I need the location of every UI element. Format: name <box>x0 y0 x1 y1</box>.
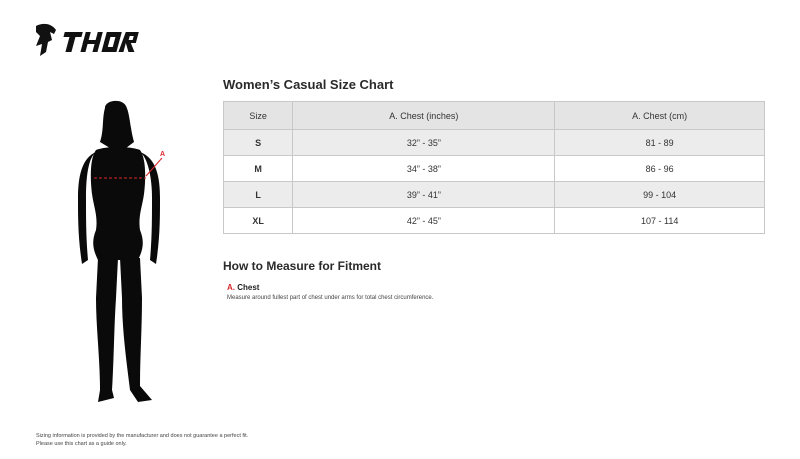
chest-inches-cell: 32” - 35” <box>293 130 555 156</box>
disclaimer-line-2: Please use this chart as a guide only. <box>36 441 127 447</box>
header-chest-inches: A. Chest (inches) <box>293 102 555 130</box>
table-row <box>224 156 765 182</box>
woman-silhouette <box>60 98 180 410</box>
chest-cm-cell: 81 - 89 <box>555 130 765 156</box>
chest-inches-cell: 34” - 38” <box>293 156 555 182</box>
size-chart-table <box>223 101 765 234</box>
chest-cm-cell: 86 - 96 <box>555 156 765 182</box>
disclaimer <box>36 432 248 448</box>
size-cell: XL <box>224 208 293 234</box>
table-header-row <box>224 102 765 130</box>
measure-item-description: Measure around fullest part of chest under arms for total chest circumference. <box>227 295 434 301</box>
chest-inches-cell: 39” - 41” <box>293 182 555 208</box>
chest-cm-cell: 99 - 104 <box>555 182 765 208</box>
chest-cm-cell: 107 - 114 <box>555 208 765 234</box>
header-size: Size <box>224 102 293 130</box>
size-cell: S <box>224 130 293 156</box>
chest-inches-cell: 42” - 45” <box>293 208 555 234</box>
size-cell: L <box>224 182 293 208</box>
measure-item-chest <box>227 283 259 292</box>
size-chart-title: Women’s Casual Size Chart <box>223 77 394 92</box>
chest-marker-label: A <box>160 151 166 158</box>
thor-logo <box>34 20 150 58</box>
table-row <box>224 182 765 208</box>
size-cell: M <box>224 156 293 182</box>
header-chest-cm: A. Chest (cm) <box>555 102 765 130</box>
measure-item-name: Chest <box>237 283 260 292</box>
table-row <box>224 208 765 234</box>
disclaimer-line-1: Sizing information is provided by the manufacturer and does not guarantee a perfect fit. <box>36 433 249 439</box>
table-row <box>224 130 765 156</box>
measure-item-letter: A. <box>227 283 235 292</box>
measure-title: How to Measure for Fitment <box>223 259 382 273</box>
